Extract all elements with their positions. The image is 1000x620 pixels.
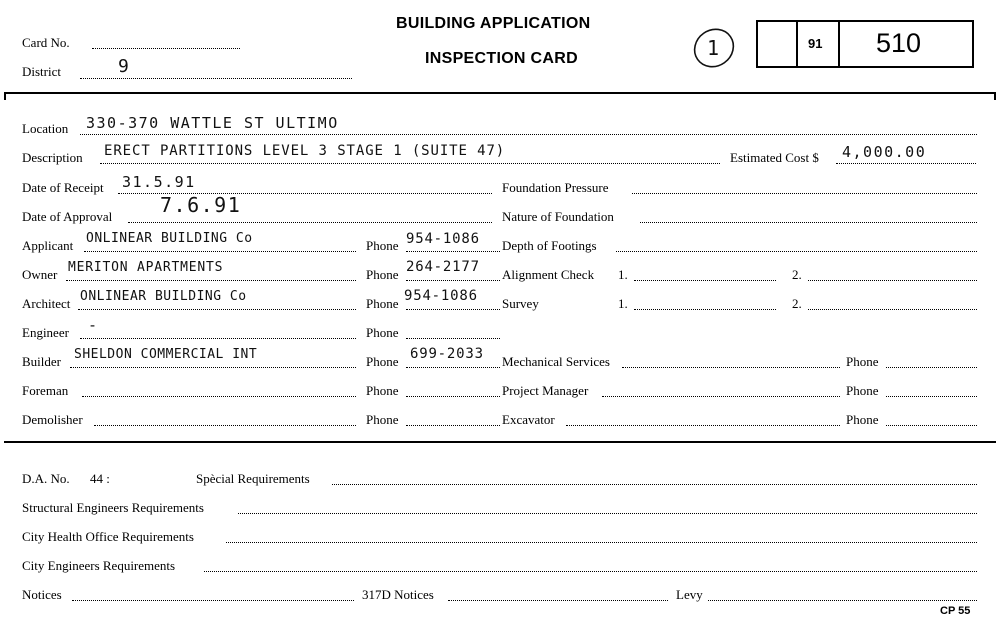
notices-field[interactable] (72, 600, 354, 601)
foreman-label: Foreman (22, 383, 69, 398)
city-health-field[interactable] (226, 542, 977, 543)
engineer-phone-label: Phone (366, 325, 399, 340)
mechanical-services-phone-label: Phone (846, 354, 879, 369)
date-receipt-value: 31.5.91 (122, 173, 196, 191)
excavator-label: Excavator (502, 412, 555, 427)
architect-field[interactable] (78, 309, 356, 310)
excavator-phone-label: Phone (846, 412, 879, 427)
architect-phone-field[interactable] (406, 309, 500, 310)
alignment-check-field-1[interactable] (634, 280, 776, 281)
project-manager-field[interactable] (602, 396, 840, 397)
engineer-label: Engineer (22, 325, 69, 340)
architect-label: Architect (22, 296, 71, 311)
location-field[interactable] (80, 134, 977, 135)
builder-label: Builder (22, 354, 61, 369)
description-label: Description (22, 150, 83, 165)
depth-footings-label: Depth of Footings (502, 238, 597, 253)
applicant-phone-label: Phone (366, 238, 399, 253)
card-no-field[interactable] (92, 48, 240, 49)
district-label: District (22, 64, 61, 79)
levy-label: Levy (676, 587, 703, 602)
applicant-label: Applicant (22, 238, 74, 253)
applicant-field[interactable] (84, 251, 356, 252)
description-field[interactable] (100, 163, 720, 164)
mechanical-services-phone-field[interactable] (886, 367, 977, 368)
top-divider (4, 92, 996, 94)
city-engineers-field[interactable] (204, 571, 977, 572)
district-value: 9 (118, 56, 131, 77)
nature-foundation-field[interactable] (640, 222, 977, 223)
architect-phone-label: Phone (366, 296, 399, 311)
owner-value: MERITON APARTMENTS (68, 260, 224, 275)
notices-label: Notices (22, 587, 62, 602)
engineer-phone-field[interactable] (406, 338, 500, 339)
top-divider-tick-right (994, 92, 996, 100)
notices-317d-label: 317D Notices (362, 587, 434, 602)
circled-mark-digit: 1 (707, 36, 721, 60)
da-no-label: D.A. No. (22, 471, 70, 486)
survey-label: Survey (502, 296, 539, 311)
demolisher-phone-label: Phone (366, 412, 399, 427)
foundation-pressure-field[interactable] (632, 193, 977, 194)
special-requirements-label: Spècial Requirements (196, 471, 310, 486)
excavator-phone-field[interactable] (886, 425, 977, 426)
owner-label: Owner (22, 267, 58, 282)
builder-field[interactable] (70, 367, 356, 368)
applicant-phone-field[interactable] (406, 251, 500, 252)
title-line-1: BUILDING APPLICATION (396, 15, 591, 32)
estimated-cost-label: Estimated Cost $ (730, 150, 819, 165)
project-manager-phone-field[interactable] (886, 396, 977, 397)
owner-phone-value: 264-2177 (406, 259, 480, 275)
architect-phone-value: 954-1086 (404, 288, 478, 304)
engineer-value: - (88, 316, 99, 334)
mechanical-services-field[interactable] (622, 367, 840, 368)
demolisher-field[interactable] (94, 425, 356, 426)
excavator-field[interactable] (566, 425, 840, 426)
builder-value: SHELDON COMMERCIAL INT (74, 347, 258, 362)
demolisher-label: Demolisher (22, 412, 83, 427)
levy-field[interactable] (708, 600, 977, 601)
depth-footings-field[interactable] (616, 251, 977, 252)
project-manager-label: Project Manager (502, 383, 589, 398)
owner-field[interactable] (66, 280, 356, 281)
builder-phone-label: Phone (366, 354, 399, 369)
special-requirements-field[interactable] (332, 484, 977, 485)
district-field[interactable] (80, 78, 352, 79)
card-no-label: Card No. (22, 35, 70, 50)
foreman-phone-field[interactable] (406, 396, 500, 397)
mechanical-services-label: Mechanical Services (502, 354, 610, 369)
circled-mark (690, 26, 738, 70)
alignment-check-field-2[interactable] (808, 280, 977, 281)
card-number-box (756, 20, 974, 68)
builder-phone-field[interactable] (406, 367, 500, 368)
nature-foundation-label: Nature of Foundation (502, 209, 614, 224)
survey-item-1: 1. (618, 296, 628, 311)
applicant-phone-value: 954-1086 (406, 231, 480, 247)
owner-phone-label: Phone (366, 267, 399, 282)
project-manager-phone-label: Phone (846, 383, 879, 398)
estimated-cost-value: 4,000.00 (842, 143, 927, 161)
foreman-field[interactable] (82, 396, 356, 397)
date-approval-label: Date of Approval (22, 209, 113, 224)
location-label: Location (22, 121, 69, 136)
number-box-divider-2 (838, 22, 840, 66)
description-value: ERECT PARTITIONS LEVEL 3 STAGE 1 (SUITE 47) (104, 143, 506, 159)
alignment-check-label: Alignment Check (502, 267, 595, 282)
middle-divider (4, 441, 996, 443)
foreman-phone-label: Phone (366, 383, 399, 398)
structural-engineers-label: Structural Engineers Requirements (22, 500, 204, 515)
survey-field-2[interactable] (808, 309, 977, 310)
foundation-pressure-label: Foundation Pressure (502, 180, 609, 195)
da-no-value: 44 : (90, 471, 110, 486)
form-code: CP 55 (940, 605, 971, 617)
demolisher-phone-field[interactable] (406, 425, 500, 426)
date-approval-field[interactable] (128, 222, 492, 223)
alignment-check-item-2: 2. (792, 267, 802, 282)
city-engineers-label: City Engineers Requirements (22, 558, 176, 573)
engineer-field[interactable] (80, 338, 356, 339)
date-approval-value: 7.6.91 (160, 193, 242, 217)
builder-phone-value: 699-2033 (410, 346, 484, 362)
notices-317d-field[interactable] (448, 600, 668, 601)
applicant-value: ONLINEAR BUILDING Co (86, 231, 253, 246)
date-receipt-label: Date of Receipt (22, 180, 104, 195)
city-health-label: City Health Office Requirements (22, 529, 194, 544)
location-value: 330-370 WATTLE ST ULTIMO (86, 114, 339, 132)
number-box-value: 510 (876, 28, 922, 58)
survey-field-1[interactable] (634, 309, 776, 310)
estimated-cost-field[interactable] (836, 163, 976, 164)
number-box-prefix: 91 (808, 36, 823, 51)
title-line-2: INSPECTION CARD (425, 50, 578, 67)
top-divider-tick-left (4, 92, 6, 100)
number-box-divider-1 (796, 22, 798, 66)
structural-engineers-field[interactable] (238, 513, 977, 514)
owner-phone-field[interactable] (406, 280, 500, 281)
survey-item-2: 2. (792, 296, 802, 311)
alignment-check-item-1: 1. (618, 267, 628, 282)
architect-value: ONLINEAR BUILDING Co (80, 289, 247, 304)
